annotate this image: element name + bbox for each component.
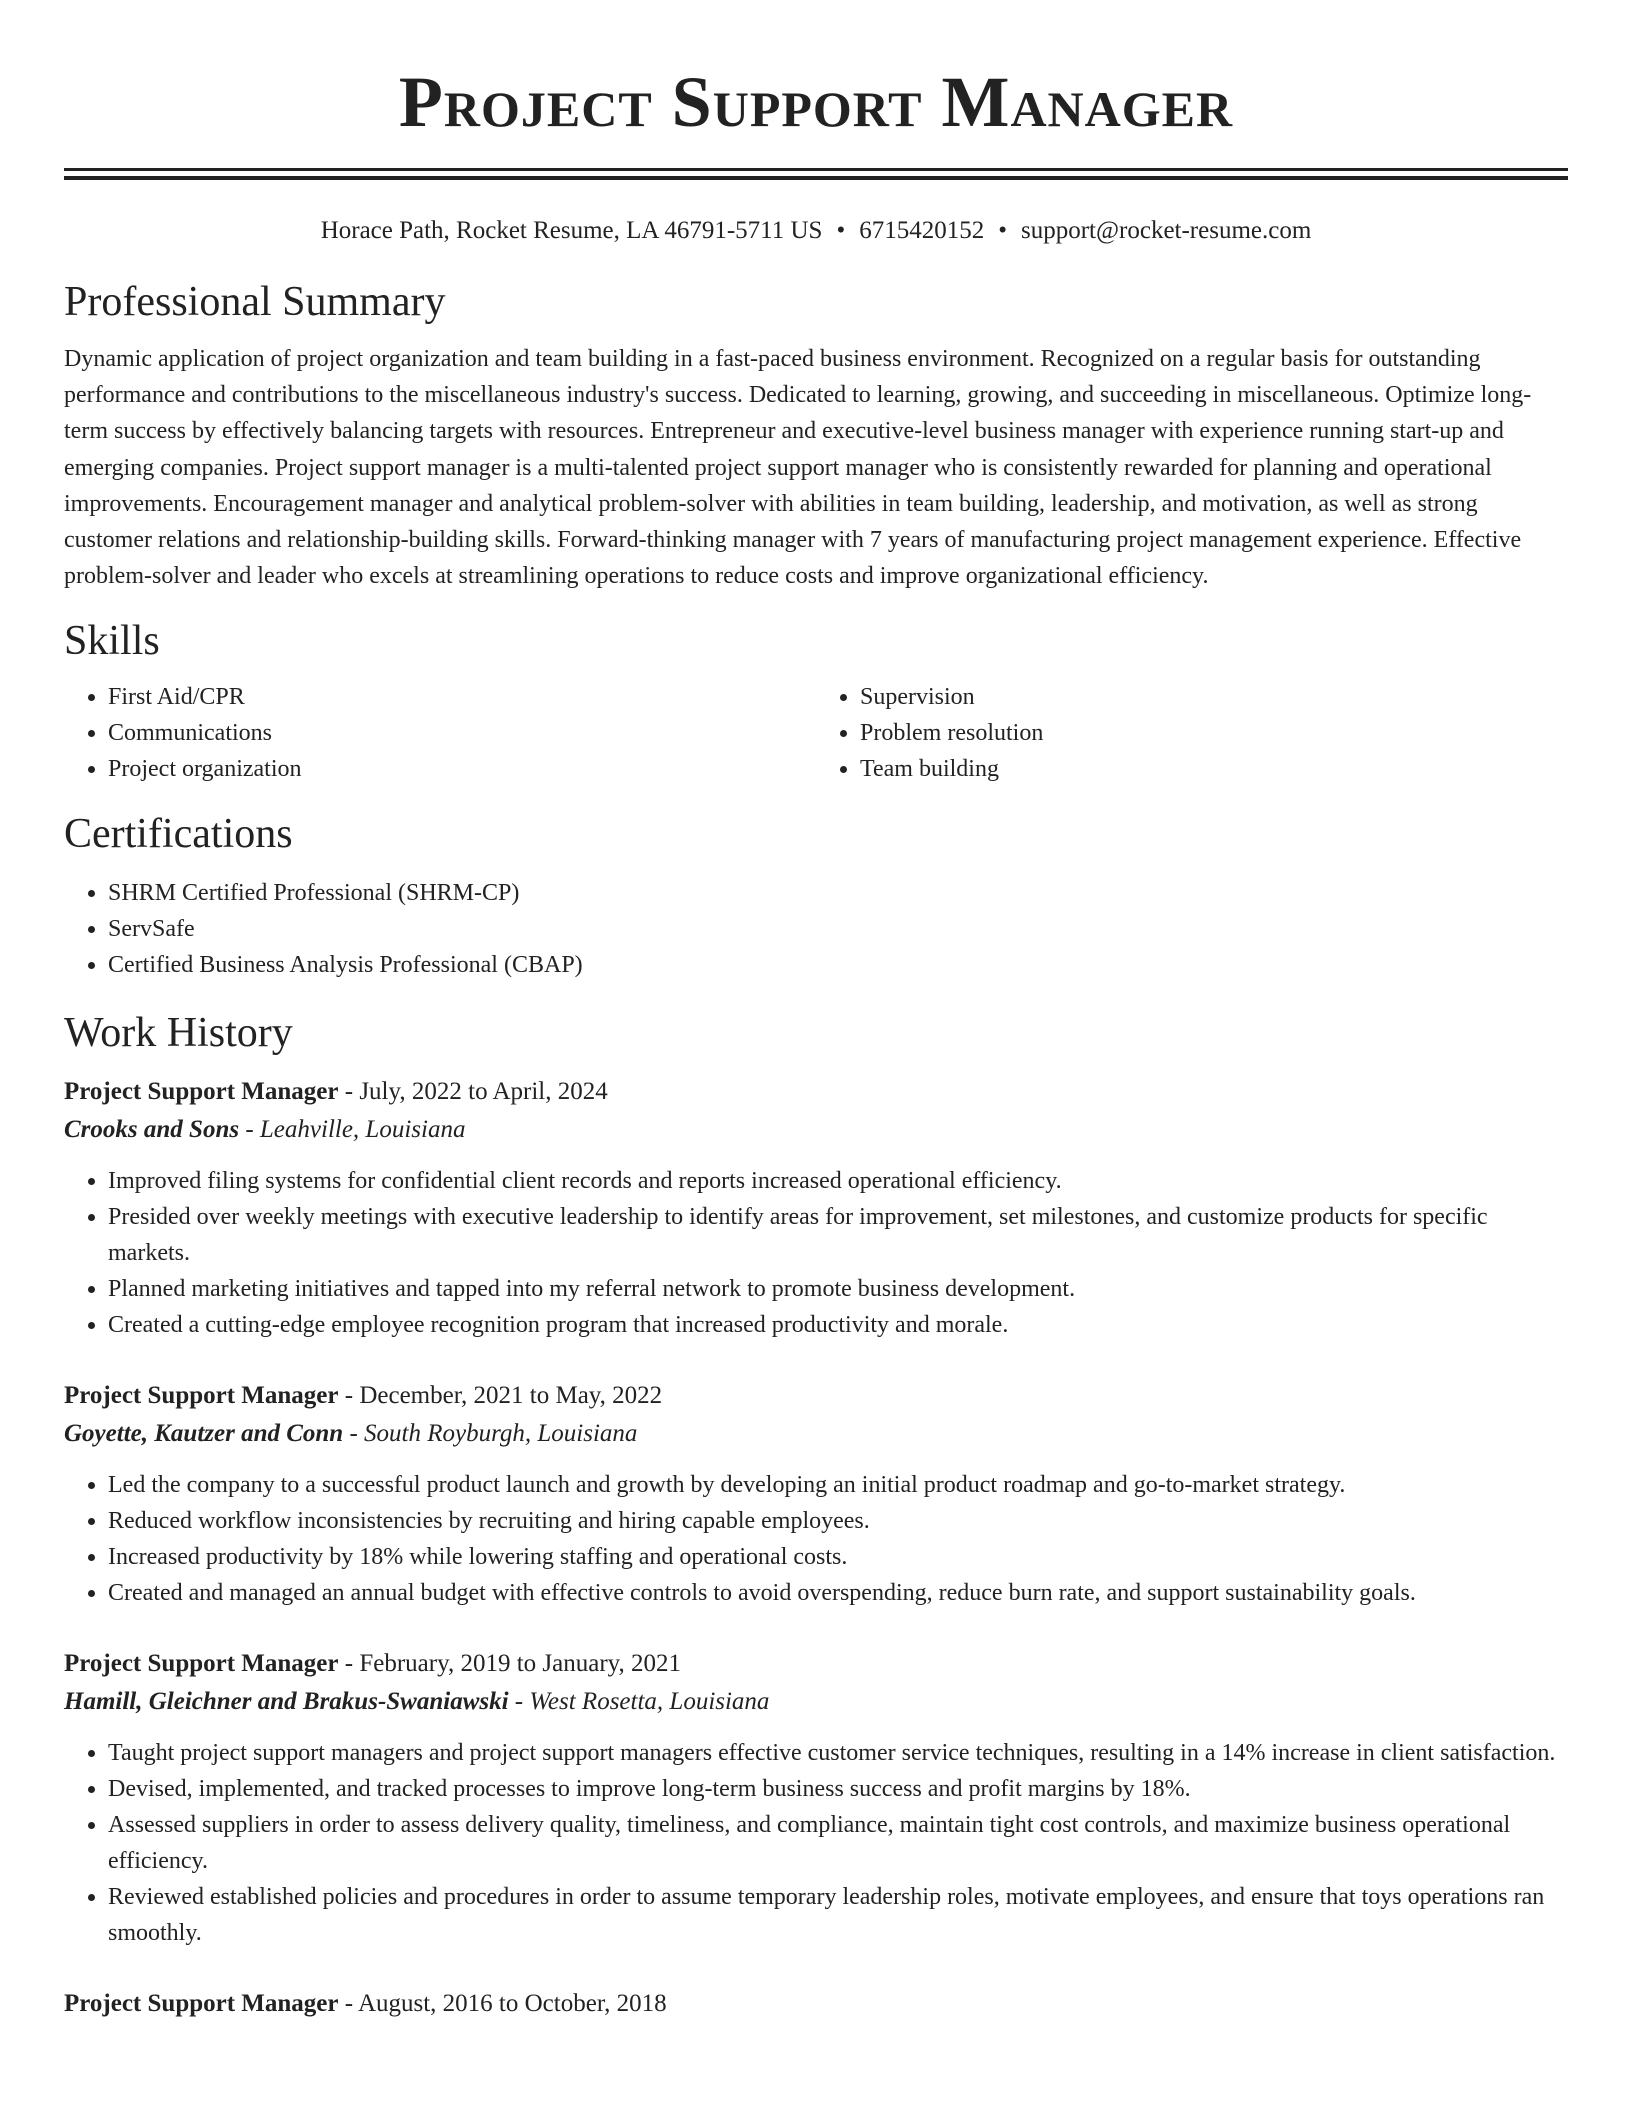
job-title-line [64,1645,1568,1683]
job-responsibilities [64,1467,1568,1611]
responsibility-item: • Taught project support managers and project support managers effective customer service techniques, resulting in a 14% increase in client satisfaction. [108,1735,1568,1771]
responsibility-item: • Created a cutting-edge employee recognition program that increased productivity and morale. [108,1307,1568,1343]
job-title-line [64,1073,1568,1111]
job-dates: - December, 2021 to May, 2022 [338,1382,663,1410]
responsibility-item: • Created and managed an annual budget with effective controls to avoid overspending, reduce burn rate, and support sustainability goals. [108,1575,1568,1611]
certification-item: • Certified Business Analysis Professional (CBAP) [108,947,1568,983]
job-title-line [64,1377,1568,1415]
skill-item: • Project organization [108,751,816,787]
job-dates: - February, 2019 to January, 2021 [338,1650,682,1678]
resume-page [64,0,1568,2023]
skills-column-left [64,679,816,787]
job-entry [64,1985,1568,2023]
contact-line [64,214,1568,248]
responsibility-item: • Reduced workflow inconsistencies by recruiting and hiring capable employees. [108,1503,1568,1539]
job-dates: - August, 2016 to October, 2018 [338,1990,667,2018]
job-company-line [64,1415,1568,1453]
responsibility-item: • Devised, implemented, and tracked processes to improve long-term business success and profit margins by 18%. [108,1771,1568,1807]
job-location: - South Royburgh, Louisiana [343,1420,638,1448]
certification-item: • ServSafe [108,911,1568,947]
job-company: Hamill, Gleichner and Brakus-Swaniawski [64,1688,509,1716]
job-role: Project Support Manager [64,1382,339,1410]
job-title-line [64,1985,1568,2023]
responsibility-item: • Improved filing systems for confidential client records and reports increased operational efficiency. [108,1163,1568,1199]
certification-item: • SHRM Certified Professional (SHRM-CP) [108,875,1568,911]
job-company-line [64,1683,1568,1721]
certifications-heading: Certifications [64,811,293,858]
responsibility-item: • Led the company to a successful product launch and growth by developing an initial product roadmap and go-to-market strategy. [108,1467,1568,1503]
summary-text: Dynamic application of project organization and team building in a fast-paced business environment. Recognized on a regular basis for outstanding performance and contributions to the miscellaneous industry's success. Dedicated to learning, growing, and succeeding in miscellaneous. Optimize long-term success by effectively balancing targets with resources. Entrepreneur and executive-level business manager with experience running start-up and emerging companies. Project support manager is a multi-talented project support manager who is consistently rewarded for planning and operational improvements. Encouragement manager and analytical problem-solver with abilities in team building, leadership, and motivation, as well as strong customer relations and relationship-building skills. Forward-thinking manager with 7 years of manufacturing project management experience. Effective problem-solver and leader who excels at streamlining operations to reduce costs and improve organizational efficiency. [64,346,1532,590]
certifications-list [64,875,1568,983]
job-entry [64,1377,1568,1611]
job-dates: - July, 2022 to April, 2024 [338,1078,608,1106]
job-responsibilities [64,1163,1568,1343]
responsibility-item: • Planned marketing initiatives and tapped into my referral network to promote business development. [108,1271,1568,1307]
job-company-line [64,1111,1568,1149]
summary-heading: Professional Summary [64,279,446,325]
job-entry [64,1073,1568,1343]
job-role: Project Support Manager [64,1650,339,1678]
skills-list [64,679,1568,787]
skills-heading: Skills [64,618,160,665]
candidate-name: Project Support Manager [398,62,1234,142]
skill-item: • First Aid/CPR [108,679,816,715]
header-divider-bottom [64,176,1568,180]
skills-column-right [816,679,1568,787]
responsibility-item: • Presided over weekly meetings with executive leadership to identify areas for improvement, set milestones, and customize products for specific markets. [108,1199,1568,1271]
job-role: Project Support Manager [64,1078,339,1106]
responsibility-item: • Reviewed established policies and procedures in order to assume temporary leadership roles, motivate employees, and ensure that toys operations ran smoothly. [108,1879,1568,1951]
skill-item: • Supervision [860,679,1568,715]
skill-item: • Problem resolution [860,715,1568,751]
skill-item: • Team building [860,751,1568,787]
header-divider-top [64,168,1568,171]
job-entry [64,1645,1568,1951]
contact-address: Horace Path, Rocket Resume, LA 46791-5711 US [320,217,823,244]
skill-item: • Communications [108,715,816,751]
responsibility-item: • Assessed suppliers in order to assess delivery quality, timeliness, and compliance, maintain tight cost controls, and maximize business operational efficiency. [108,1807,1568,1879]
job-company: Crooks and Sons [64,1116,240,1144]
contact-phone: 6715420152 [859,217,985,244]
work-history-heading: Work History [64,1010,293,1057]
job-location: - West Rosetta, Louisiana [508,1688,770,1716]
job-role: Project Support Manager [64,1990,339,2018]
contact-separator: • [836,217,846,244]
responsibility-item: • Increased productivity by 18% while lowering staffing and operational costs. [108,1539,1568,1575]
contact-separator: • [998,217,1007,244]
job-responsibilities [64,1735,1568,1951]
job-company: Goyette, Kautzer and Conn [64,1420,344,1448]
job-location: - Leahville, Louisiana [239,1116,466,1144]
contact-email: support@rocket-resume.com [1021,217,1312,244]
